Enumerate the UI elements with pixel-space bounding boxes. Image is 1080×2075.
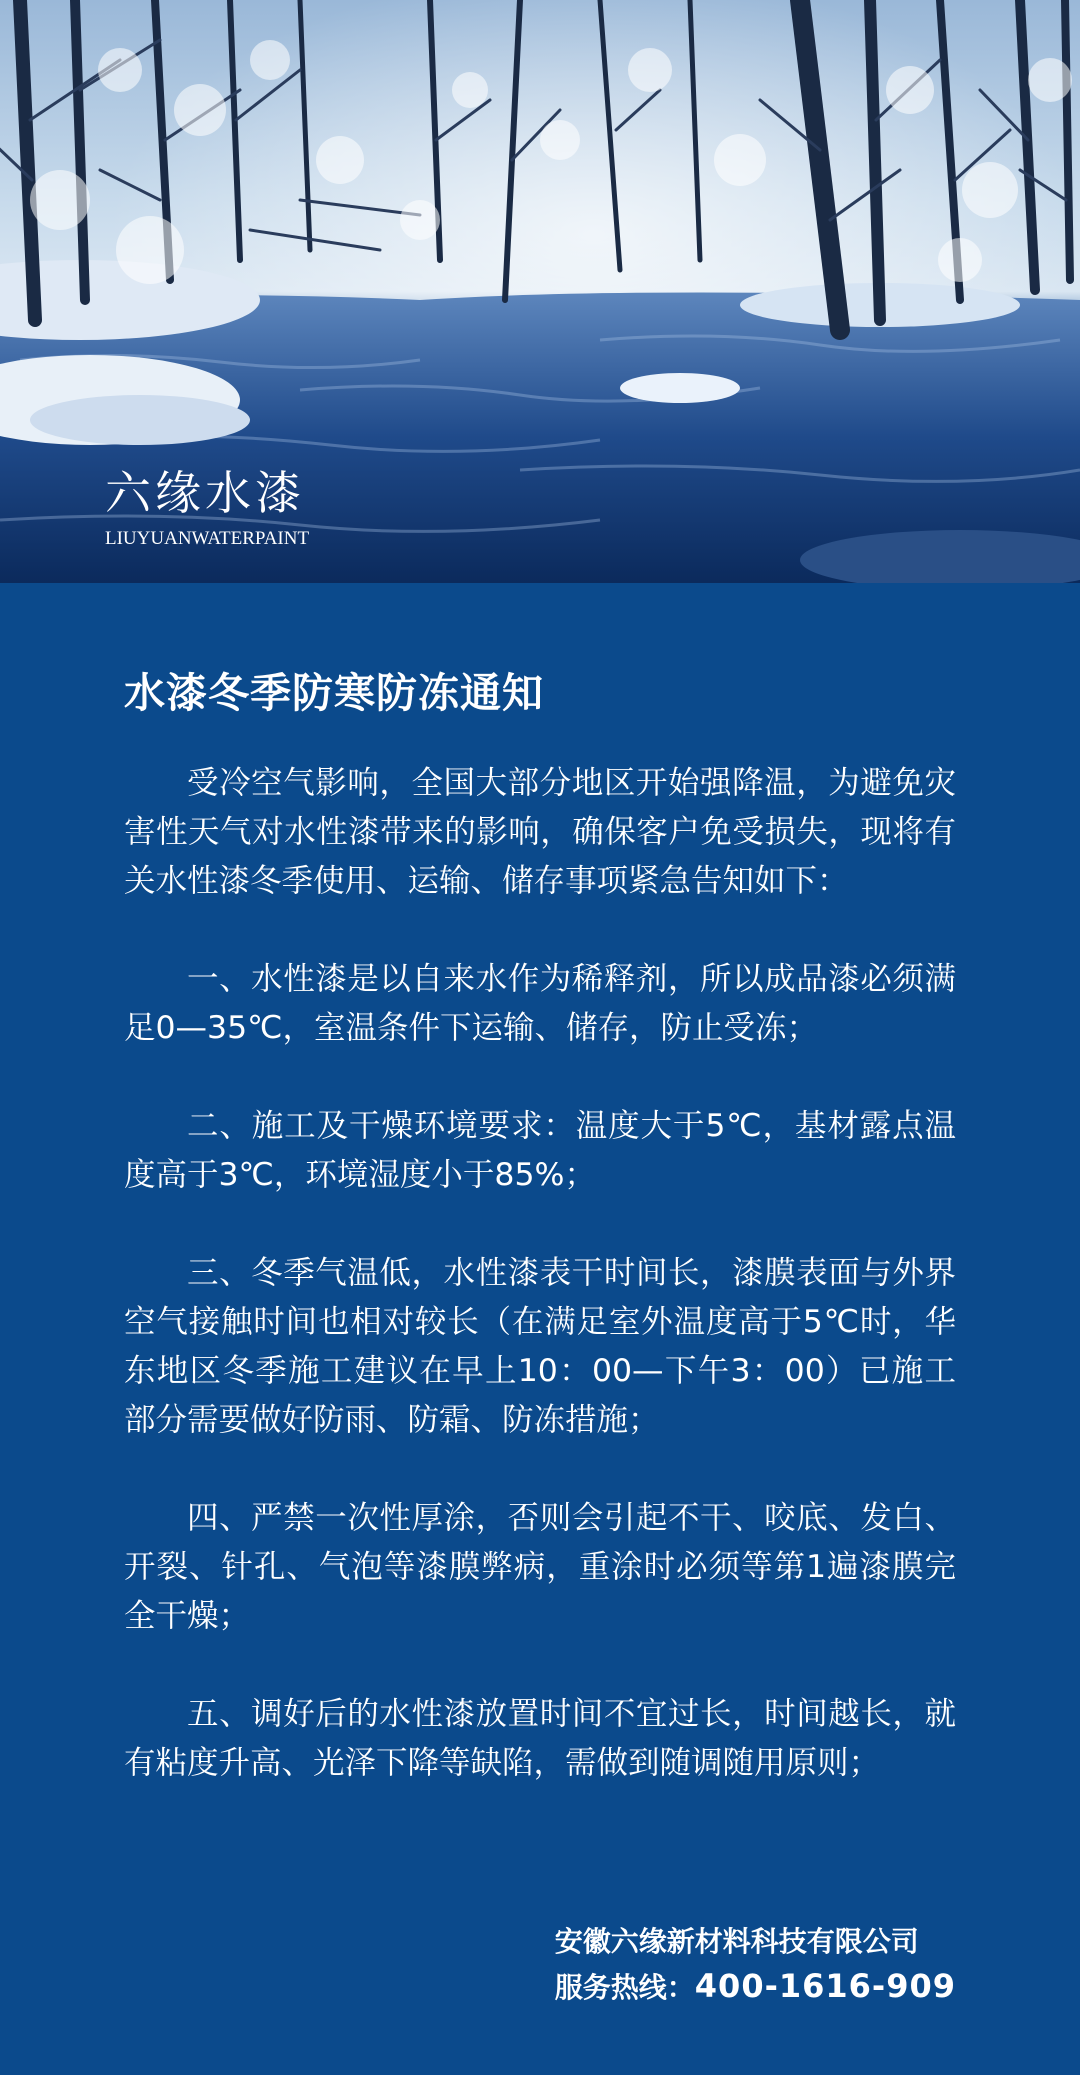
brand-name-en: LIUYUANWATERPAINT (105, 528, 310, 549)
company-footer (555, 1920, 956, 2010)
hotline-label: 服务热线： (554, 1971, 695, 2004)
company-name: 安徽六缘新材料科技有限公司 (554, 1925, 919, 1958)
brand-logo (105, 466, 310, 550)
notice-body (124, 660, 956, 1837)
notice-paragraph-intro: 受冷空气影响，全国大部分地区开始强降温，为避免灾害性天气对水性漆带来的影响，确保客户免受损失，现将有关水性漆冬季使用、运输、储存事项紧急告知如下： (124, 765, 956, 899)
notice-paragraph-4: 四、严禁一次性厚涂，否则会引起不干、咬底、发白、开裂、针孔、气泡等漆膜弊病，重涂时必须等第1遍漆膜完全干燥； (124, 1500, 956, 1634)
hero-winter-river-image (0, 0, 1080, 583)
notice-title: 水漆冬季防寒防冻通知 (124, 669, 544, 717)
notice-paragraph-3: 三、冬季气温低，水性漆表干时间长，漆膜表面与外界空气接触时间也相对较长（在满足室外温度高于5℃时，华东地区冬季施工建议在早上10：00—下午3：00）已施工部分需要做好防雨、防霜、防冻措施； (124, 1255, 956, 1438)
hotline-number[interactable]: 400-1616-909 (694, 1967, 956, 2005)
brand-name-cn: 六缘水漆 (105, 466, 305, 520)
hotline (555, 1964, 956, 2010)
notice-paragraph-5: 五、调好后的水性漆放置时间不宜过长，时间越长，就有粘度升高、光泽下降等缺陷，需做到随调随用原则； (124, 1696, 956, 1781)
notice-paragraph-2: 二、施工及干燥环境要求：温度大于5℃，基材露点温度高于3℃，环境湿度小于85%； (124, 1108, 956, 1193)
notice-paragraph-1: 一、水性漆是以自来水作为稀释剂，所以成品漆必须满足0—35℃，室温条件下运输、储存，防止受冻； (124, 961, 956, 1046)
